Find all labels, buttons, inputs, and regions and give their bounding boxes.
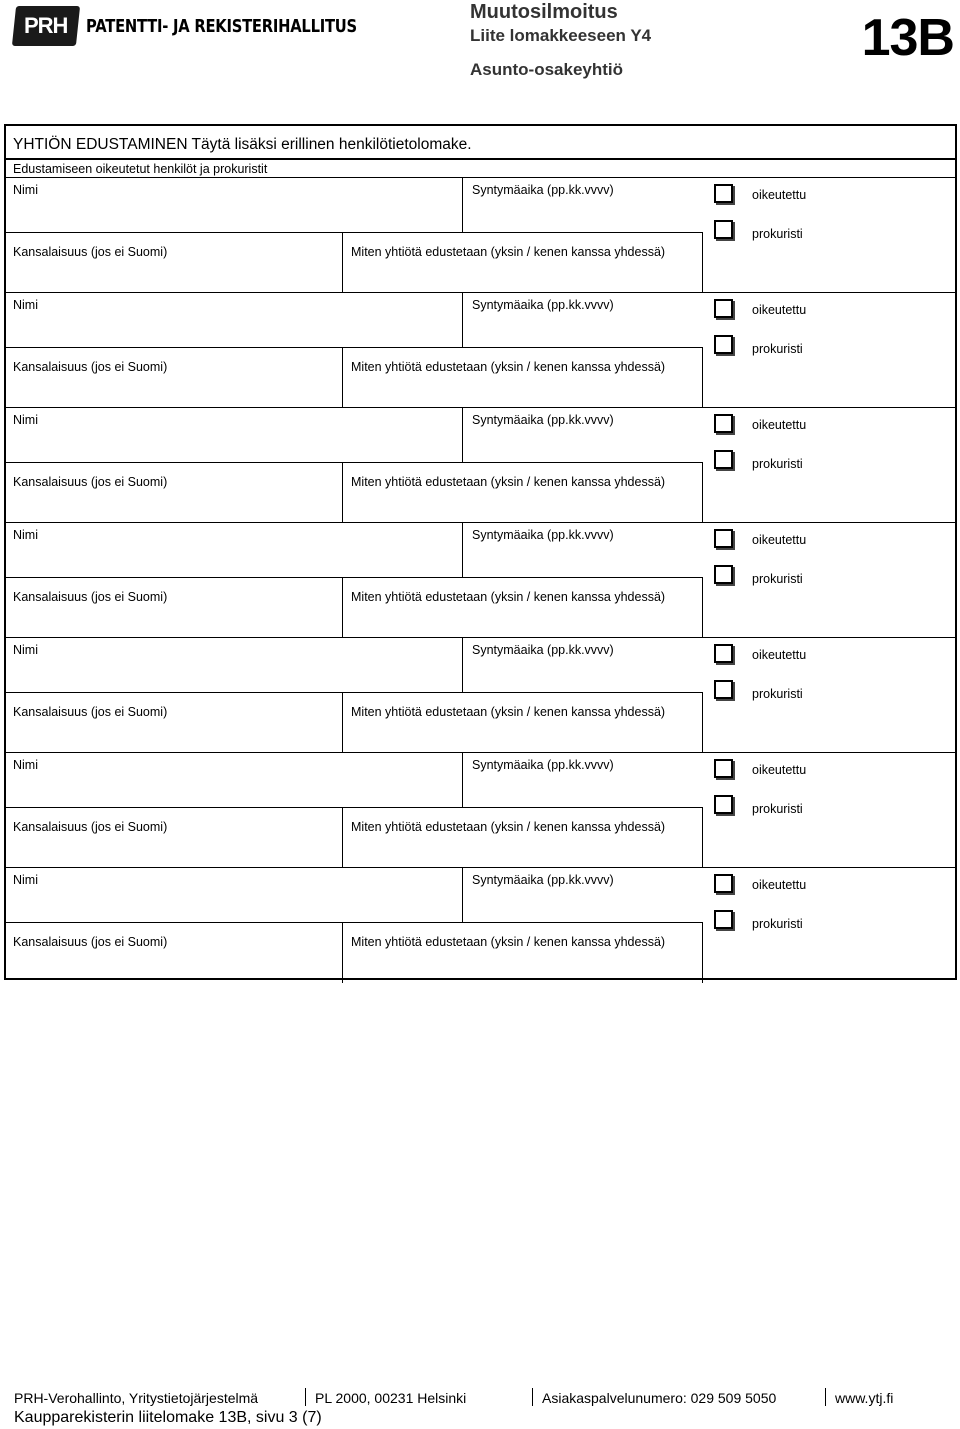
prh-logo-text: PATENTTI- JA REKISTERIHALLITUS	[86, 15, 357, 37]
field-divider	[342, 462, 343, 523]
authorized-label: oikeutettu	[752, 188, 807, 202]
procurator-checkbox[interactable]	[714, 795, 733, 814]
authorized-label: oikeutettu	[752, 418, 807, 432]
company-type: Asunto-osakeyhtiö	[470, 60, 624, 79]
prh-logo	[14, 6, 416, 46]
representation-label: Miten yhtiötä edustetaan (yksin / kenen kanssa yhdessä)	[351, 475, 666, 489]
field-divider	[342, 577, 702, 578]
person-block	[6, 177, 955, 293]
name-label: Nimi	[13, 873, 38, 887]
birthdate-label: Syntymäaika (pp.kk.vvvv)	[472, 413, 614, 427]
representation-label: Miten yhtiötä edustetaan (yksin / kenen kanssa yhdessä)	[351, 245, 666, 259]
field-divider	[702, 462, 703, 523]
citizenship-label: Kansalaisuus (jos ei Suomi)	[13, 820, 168, 834]
field-divider	[342, 232, 702, 233]
section-subtitle: Edustamiseen oikeutetut henkilöt ja prokuristit	[13, 162, 268, 176]
authorized-checkbox[interactable]	[714, 184, 733, 203]
form-subtitle: Liite lomakkeeseen Y4	[470, 26, 652, 45]
section-divider	[6, 158, 955, 160]
person-block	[6, 637, 955, 753]
field-divider	[462, 868, 463, 922]
field-divider	[342, 807, 343, 868]
representation-label: Miten yhtiötä edustetaan (yksin / kenen kanssa yhdessä)	[351, 590, 666, 604]
footer-web: www.ytj.fi	[835, 1390, 894, 1406]
citizenship-label: Kansalaisuus (jos ei Suomi)	[13, 590, 168, 604]
field-divider	[342, 692, 702, 693]
representation-label: Miten yhtiötä edustetaan (yksin / kenen kanssa yhdessä)	[351, 820, 666, 834]
name-label: Nimi	[13, 298, 38, 312]
procurator-label: prokuristi	[752, 457, 803, 471]
prh-logo-mark: PRH	[12, 6, 80, 46]
field-divider	[462, 293, 463, 347]
form-title: Muutosilmoitus	[470, 1, 618, 23]
authorized-label: oikeutettu	[752, 303, 807, 317]
procurator-label: prokuristi	[752, 802, 803, 816]
field-divider	[342, 807, 702, 808]
field-divider	[342, 577, 343, 638]
field-divider	[702, 807, 703, 868]
field-divider	[702, 347, 703, 408]
section-title: YHTIÖN EDUSTAMINEN Täytä lisäksi erillinen henkilötietolomake.	[13, 136, 472, 153]
field-divider	[702, 232, 703, 293]
procurator-checkbox[interactable]	[714, 565, 733, 584]
authorized-checkbox[interactable]	[714, 644, 733, 663]
representation-label: Miten yhtiötä edustetaan (yksin / kenen kanssa yhdessä)	[351, 705, 666, 719]
footer-phone: Asiakaspalvelunumero: 029 509 5050	[542, 1390, 777, 1406]
birthdate-label: Syntymäaika (pp.kk.vvvv)	[472, 528, 614, 542]
field-divider	[342, 922, 702, 923]
representation-label: Miten yhtiötä edustetaan (yksin / kenen kanssa yhdessä)	[351, 935, 666, 949]
field-divider	[342, 692, 343, 753]
person-block	[6, 752, 955, 868]
field-divider	[702, 692, 703, 753]
field-divider	[462, 178, 463, 232]
field-divider	[462, 523, 463, 577]
citizenship-label: Kansalaisuus (jos ei Suomi)	[13, 360, 168, 374]
field-divider	[342, 462, 702, 463]
footer-page-info: Kaupparekisterin liitelomake 13B, sivu 3 (7)	[14, 1409, 322, 1426]
representation-form	[4, 124, 957, 980]
birthdate-label: Syntymäaika (pp.kk.vvvv)	[472, 873, 614, 887]
procurator-checkbox[interactable]	[714, 680, 733, 699]
birthdate-label: Syntymäaika (pp.kk.vvvv)	[472, 298, 614, 312]
authorized-checkbox[interactable]	[714, 414, 733, 433]
person-block	[6, 292, 955, 408]
procurator-label: prokuristi	[752, 342, 803, 356]
field-divider	[342, 347, 702, 348]
procurator-checkbox[interactable]	[714, 910, 733, 929]
name-label: Nimi	[13, 643, 38, 657]
representation-label: Miten yhtiötä edustetaan (yksin / kenen kanssa yhdessä)	[351, 360, 666, 374]
procurator-label: prokuristi	[752, 227, 803, 241]
citizenship-label: Kansalaisuus (jos ei Suomi)	[13, 245, 168, 259]
citizenship-label: Kansalaisuus (jos ei Suomi)	[13, 475, 168, 489]
name-label: Nimi	[13, 758, 38, 772]
citizenship-label: Kansalaisuus (jos ei Suomi)	[13, 935, 168, 949]
procurator-label: prokuristi	[752, 917, 803, 931]
authorized-checkbox[interactable]	[714, 759, 733, 778]
field-divider	[462, 753, 463, 807]
person-block	[6, 522, 955, 638]
footer-separator	[532, 1388, 533, 1406]
field-divider	[342, 347, 343, 408]
field-divider	[462, 638, 463, 692]
procurator-checkbox[interactable]	[714, 220, 733, 239]
authorized-label: oikeutettu	[752, 533, 807, 547]
field-divider	[702, 577, 703, 638]
footer-separator	[825, 1388, 826, 1406]
procurator-label: prokuristi	[752, 572, 803, 586]
birthdate-label: Syntymäaika (pp.kk.vvvv)	[472, 643, 614, 657]
procurator-checkbox[interactable]	[714, 335, 733, 354]
procurator-label: prokuristi	[752, 687, 803, 701]
field-divider	[342, 922, 343, 983]
authorized-label: oikeutettu	[752, 648, 807, 662]
person-block	[6, 867, 955, 983]
name-label: Nimi	[13, 413, 38, 427]
birthdate-label: Syntymäaika (pp.kk.vvvv)	[472, 758, 614, 772]
citizenship-label: Kansalaisuus (jos ei Suomi)	[13, 705, 168, 719]
name-label: Nimi	[13, 183, 38, 197]
authorized-checkbox[interactable]	[714, 529, 733, 548]
field-divider	[462, 408, 463, 462]
field-divider	[702, 922, 703, 983]
field-divider	[342, 232, 343, 293]
birthdate-label: Syntymäaika (pp.kk.vvvv)	[472, 183, 614, 197]
name-label: Nimi	[13, 528, 38, 542]
authorized-checkbox[interactable]	[714, 874, 733, 893]
footer-org: PRH-Verohallinto, Yritystietojärjestelmä	[14, 1390, 259, 1406]
authorized-label: oikeutettu	[752, 763, 807, 777]
person-block	[6, 407, 955, 523]
procurator-checkbox[interactable]	[714, 450, 733, 469]
authorized-checkbox[interactable]	[714, 299, 733, 318]
footer-separator	[305, 1388, 306, 1406]
footer-address: PL 2000, 00231 Helsinki	[315, 1390, 467, 1406]
authorized-label: oikeutettu	[752, 878, 807, 892]
form-code: 13B	[861, 9, 954, 67]
